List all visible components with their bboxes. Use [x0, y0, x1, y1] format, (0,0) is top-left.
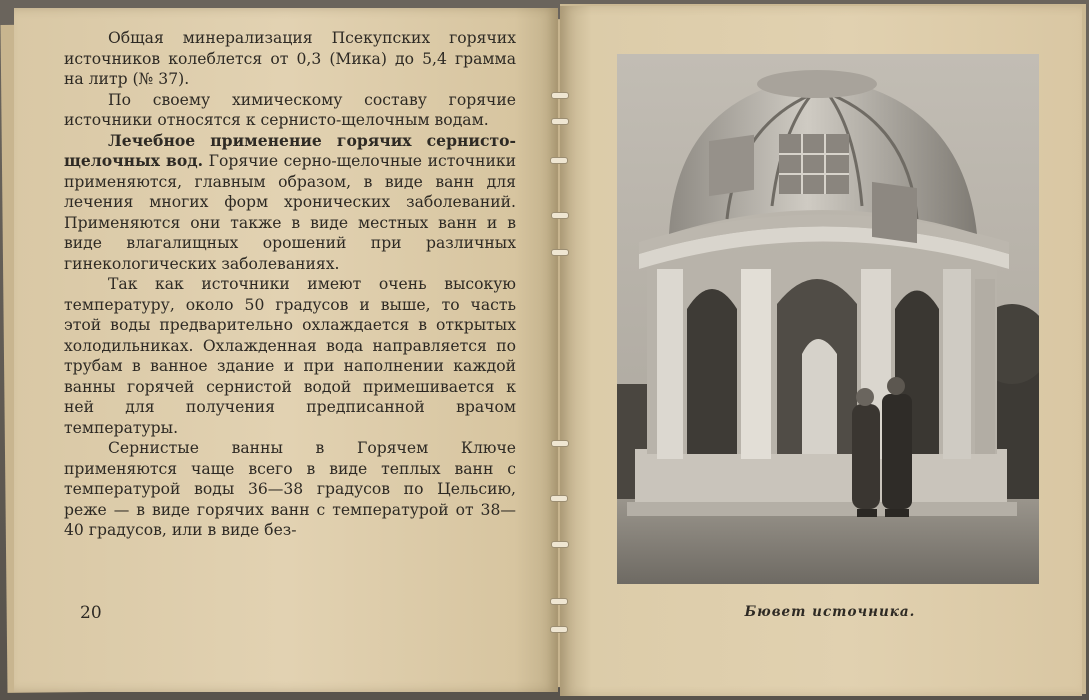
paragraph-text: Общая минерализация Псекупских горячих источников колеблется от 0,3 (Мика) до 5,4 грамма на литр (№ 37). [64, 29, 516, 88]
left-page-text [64, 28, 516, 541]
binding-stitch [550, 598, 568, 605]
binding-stitch [551, 92, 569, 99]
binding-stitch [551, 118, 569, 125]
binding-stitch [551, 440, 569, 447]
paragraph-text: Сернистые ванны в Горячем Ключе применяются чаще всего в виде теплых ванн с температурой воды 36—38 градусов по Цельсию, реже — в виде горячих ванн с температурой от 38—40 градусов, или в виде без- [64, 439, 516, 539]
paragraph-mineralization [64, 28, 516, 90]
paragraph-sulfur-baths [64, 438, 516, 541]
rotunda-photo [617, 54, 1039, 584]
binding-stitch [550, 626, 568, 633]
paragraph-treatment [64, 131, 516, 275]
binding-stitch [550, 157, 568, 164]
binding-stitch [550, 495, 568, 502]
binding-stitch [551, 212, 569, 219]
binding-stitch [551, 249, 569, 256]
photo-caption: Бювет источника. [744, 604, 916, 620]
paragraph-text: Так как источники имеют очень высокую температуру, около 50 градусов и выше, то часть этой воды предварительно охлаждается в открытых холодильниках. Охлажденная вода направляется по трубам в ванное здание и при наполнении каждой ванны горячей сернистой водой примешивается к ней для получения предписанной врачом температуры. [64, 275, 516, 437]
page-number: 20 [80, 603, 102, 623]
section-heading: Лечебное применение горячих сернисто-щелочных вод. [64, 130, 516, 170]
binding-stitch [551, 541, 569, 548]
rotunda-illustration [617, 54, 1039, 584]
paragraph-text: По своему химическому составу горячие источники относятся к сернисто-щелочным водам. [64, 90, 516, 129]
paragraph-chemical-composition [64, 90, 516, 131]
paragraph-text: Горячие серно-щелочные источники применяются, главным образом, в виде ванн для лечения многих форм хронических заболеваний. Применяются они также в виде местных ванн и в виде влагалищных орошений при различных гинекологических заболеваниях. [64, 152, 516, 273]
paragraph-temperature [64, 274, 516, 438]
